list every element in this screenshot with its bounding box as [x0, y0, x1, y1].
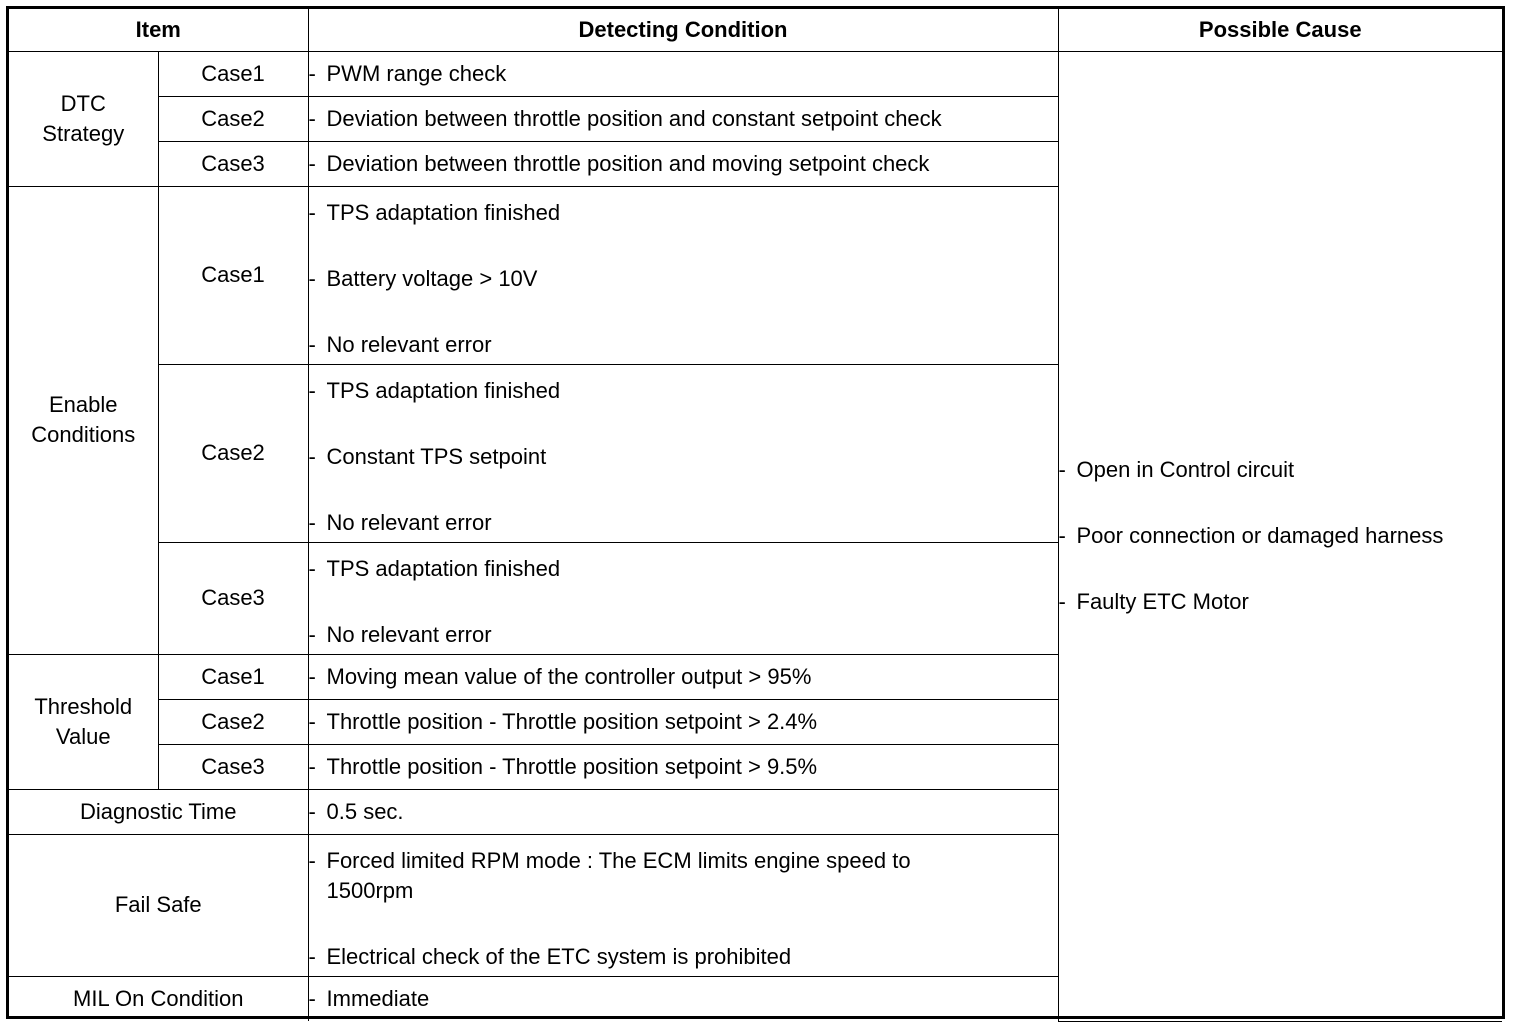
condition-cell: - TPS adaptation finished - Battery voltage > 10V - No relevant error	[308, 186, 1058, 364]
header-detecting-condition: Detecting Condition	[308, 9, 1058, 51]
condition-cell: - TPS adaptation finished - Constant TPS setpoint - No relevant error	[308, 364, 1058, 542]
condition-cell: - 0.5 sec.	[308, 789, 1058, 834]
condition-cell: - Deviation between throttle position and moving setpoint check	[308, 141, 1058, 186]
fail-safe-label: Fail Safe	[9, 834, 308, 976]
condition-cell: - PWM range check	[308, 51, 1058, 96]
mil-on-condition-label: MIL On Condition	[9, 976, 308, 1021]
diagnostic-time-label: Diagnostic Time	[9, 789, 308, 834]
header-row	[9, 9, 1502, 51]
dtc-strategy-label: DTC Strategy	[9, 51, 158, 186]
condition-cell: - Moving mean value of the controller output > 95%	[308, 654, 1058, 699]
case-label: Case2	[158, 364, 308, 542]
table-row	[9, 51, 1502, 96]
case-label: Case2	[158, 96, 308, 141]
list-item: - Poor connection or damaged harness	[1058, 523, 1444, 548]
condition-cell: - TPS adaptation finished - No relevant error	[308, 542, 1058, 654]
header-item: Item	[9, 9, 308, 51]
enable-conditions-label: Enable Conditions	[9, 186, 158, 654]
case-label: Case1	[158, 51, 308, 96]
condition-cell: - Throttle position - Throttle position setpoint > 9.5%	[308, 744, 1058, 789]
dtc-spec-table	[9, 9, 1502, 1022]
condition-cell: - Immediate	[308, 976, 1058, 1021]
case-label: Case3	[158, 141, 308, 186]
case-label: Case3	[158, 542, 308, 654]
case-label: Case1	[158, 186, 308, 364]
header-possible-cause: Possible Cause	[1058, 9, 1502, 51]
possible-cause-cell	[1058, 51, 1502, 1021]
case-label: Case2	[158, 699, 308, 744]
case-label: Case1	[158, 654, 308, 699]
condition-cell: - Forced limited RPM mode : The ECM limits engine speed to 1500rpm - Electrical check of the ETC system is prohibited	[308, 834, 1058, 976]
list-item: - Open in Control circuit	[1058, 457, 1295, 482]
threshold-value-label: Threshold Value	[9, 654, 158, 789]
condition-cell: - Throttle position - Throttle position setpoint > 2.4%	[308, 699, 1058, 744]
spec-table-frame	[6, 6, 1505, 1019]
condition-cell: - Deviation between throttle position and constant setpoint check	[308, 96, 1058, 141]
case-label: Case3	[158, 744, 308, 789]
list-item: - Faulty ETC Motor	[1058, 589, 1249, 614]
